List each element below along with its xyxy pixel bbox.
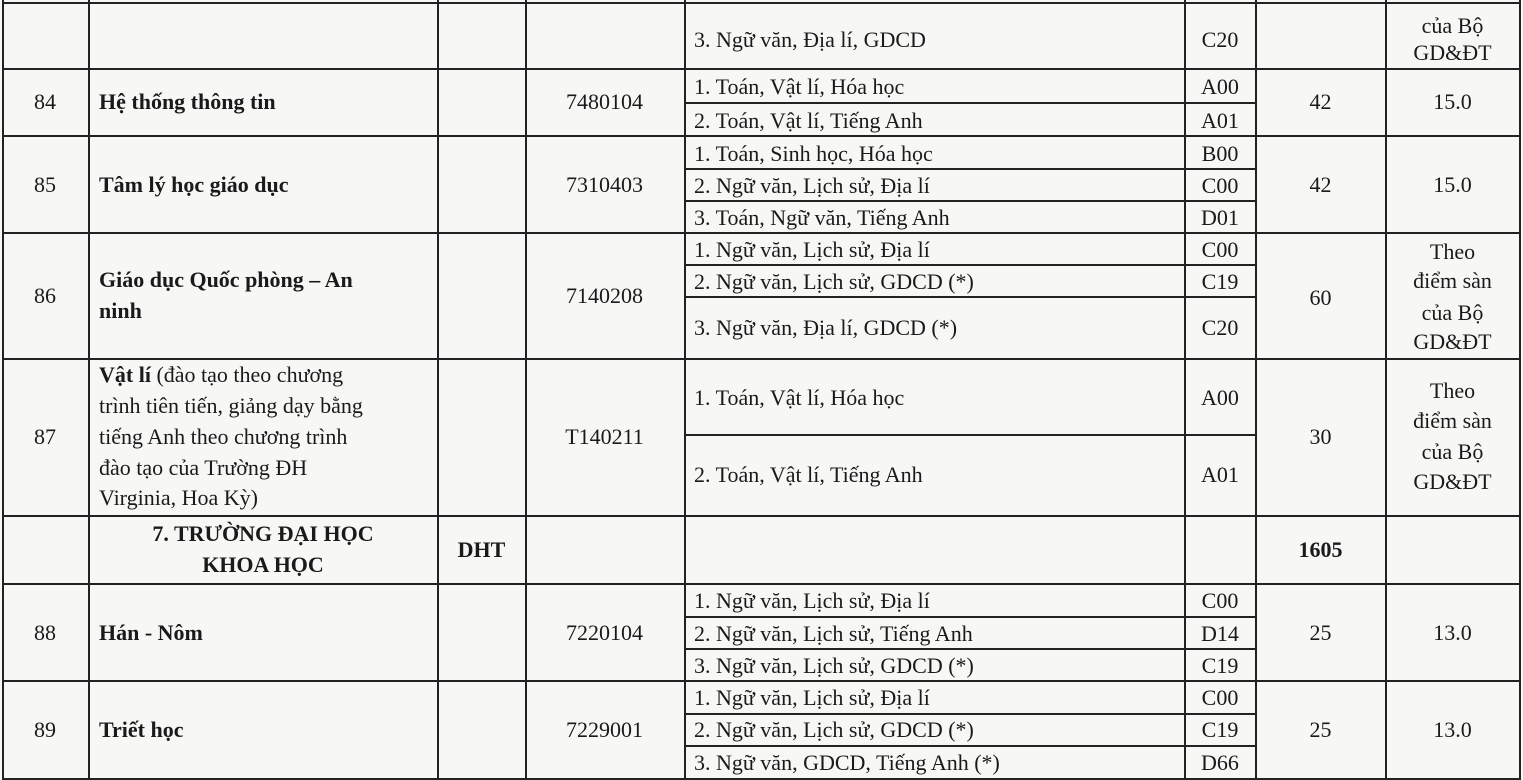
major-name: Hán - Nôm bbox=[99, 620, 203, 645]
section-title: KHOA HỌC bbox=[202, 552, 324, 577]
combo-text: 1. Ngữ văn, Lịch sử, Địa lí bbox=[694, 237, 930, 262]
major-name-detail: đào tạo của Trường ĐH bbox=[99, 455, 308, 480]
combo-text: 3. Ngữ văn, Địa lí, GDCD bbox=[694, 27, 926, 52]
combo-text: 3. Toán, Ngữ văn, Tiếng Anh bbox=[694, 205, 950, 230]
combo-code: C19 bbox=[1201, 269, 1239, 294]
score-note: Theo bbox=[1429, 239, 1476, 264]
major-code: 7140208 bbox=[566, 283, 643, 308]
combo-text: 2. Ngữ văn, Lịch sử, Tiếng Anh bbox=[694, 621, 973, 646]
min-score: 15.0 bbox=[1433, 89, 1472, 114]
major-name: Vật lí bbox=[99, 362, 151, 387]
combo-code: A00 bbox=[1201, 74, 1239, 99]
major-name: Triết học bbox=[99, 717, 184, 742]
combo-code: C19 bbox=[1201, 717, 1239, 742]
score-note: của Bộ bbox=[1421, 300, 1484, 325]
major-name-detail: tiếng Anh theo chương trình bbox=[99, 424, 348, 449]
combo-text: 1. Ngữ văn, Lịch sử, Địa lí bbox=[694, 588, 930, 613]
combo-code: D14 bbox=[1201, 621, 1239, 646]
quota: 25 bbox=[1309, 620, 1332, 645]
major-name: ninh bbox=[99, 298, 142, 323]
combo-text: 2. Ngữ văn, Lịch sử, GDCD (*) bbox=[694, 269, 974, 294]
score-note: điểm sàn bbox=[1413, 268, 1492, 293]
combo-text: 3. Ngữ văn, Lịch sử, GDCD (*) bbox=[694, 653, 974, 678]
major-name-line bbox=[99, 361, 425, 388]
combo-text: 3. Ngữ văn, GDCD, Tiếng Anh (*) bbox=[694, 750, 1000, 775]
combo-code: A01 bbox=[1201, 108, 1239, 133]
major-name-detail: trình tiên tiến, giảng dạy bằng bbox=[99, 393, 363, 418]
score-note: của Bộ bbox=[1421, 13, 1484, 38]
combo-code: C20 bbox=[1201, 315, 1239, 340]
combo-code: C00 bbox=[1201, 588, 1239, 613]
major-code: 7229001 bbox=[566, 717, 643, 742]
combo-code: D01 bbox=[1201, 205, 1239, 230]
combo-code: B00 bbox=[1201, 141, 1239, 166]
quota: 25 bbox=[1309, 717, 1332, 742]
row-number: 89 bbox=[34, 717, 56, 742]
combo-code: C00 bbox=[1201, 685, 1239, 710]
combo-text: 1. Toán, Vật lí, Hóa học bbox=[694, 74, 905, 99]
score-note: GD&ĐT bbox=[1413, 40, 1492, 65]
min-score: 13.0 bbox=[1433, 620, 1472, 645]
major-name: Hệ thống thông tin bbox=[99, 89, 276, 114]
score-note: điểm sàn bbox=[1413, 408, 1492, 433]
score-note: GD&ĐT bbox=[1413, 329, 1492, 354]
major-code: 7310403 bbox=[566, 172, 643, 197]
quota: 30 bbox=[1309, 424, 1332, 449]
combo-code: A01 bbox=[1201, 462, 1239, 487]
combo-code: C00 bbox=[1201, 237, 1239, 262]
combo-code: C00 bbox=[1201, 173, 1239, 198]
row-number: 88 bbox=[34, 620, 56, 645]
major-name-detail: Virginia, Hoa Kỳ) bbox=[99, 485, 258, 510]
section-title: 7. TRƯỜNG ĐẠI HỌC bbox=[152, 521, 374, 546]
quota: 42 bbox=[1309, 172, 1332, 197]
major-code: T140211 bbox=[565, 424, 644, 449]
combo-code: A00 bbox=[1201, 385, 1239, 410]
score-note: Theo bbox=[1429, 378, 1476, 403]
major-code: 7220104 bbox=[566, 620, 643, 645]
min-score: 13.0 bbox=[1433, 717, 1472, 742]
combo-text: 1. Toán, Vật lí, Hóa học bbox=[694, 385, 905, 410]
major-name: Tâm lý học giáo dục bbox=[99, 172, 289, 197]
combo-text: 2. Ngữ văn, Lịch sử, GDCD (*) bbox=[694, 717, 974, 742]
major-name-detail: (đào tạo theo chương bbox=[150, 362, 344, 387]
combo-code: C20 bbox=[1201, 27, 1239, 52]
combo-text: 3. Ngữ văn, Địa lí, GDCD (*) bbox=[694, 315, 958, 340]
quota: 42 bbox=[1309, 89, 1332, 114]
section-total: 1605 bbox=[1298, 537, 1343, 562]
row-number: 86 bbox=[34, 283, 56, 308]
score-note: GD&ĐT bbox=[1413, 469, 1492, 494]
combo-text: 1. Toán, Sinh học, Hóa học bbox=[694, 141, 933, 166]
row-number: 84 bbox=[34, 89, 56, 114]
combo-text: 2. Ngữ văn, Lịch sử, Địa lí bbox=[694, 173, 930, 198]
major-name: Giáo dục Quốc phòng – An bbox=[99, 267, 353, 292]
row-number: 87 bbox=[34, 424, 56, 449]
score-note: của Bộ bbox=[1421, 439, 1484, 464]
min-score: 15.0 bbox=[1433, 172, 1472, 197]
combo-code: C19 bbox=[1201, 653, 1239, 678]
combo-text: 2. Toán, Vật lí, Tiếng Anh bbox=[694, 462, 923, 487]
combo-text: 2. Toán, Vật lí, Tiếng Anh bbox=[694, 108, 923, 133]
quota: 60 bbox=[1309, 285, 1332, 310]
combo-code: D66 bbox=[1201, 750, 1239, 775]
school-code: DHT bbox=[457, 537, 506, 562]
combo-text: 1. Ngữ văn, Lịch sử, Địa lí bbox=[694, 685, 930, 710]
row-number: 85 bbox=[34, 172, 56, 197]
major-code: 7480104 bbox=[566, 89, 643, 114]
